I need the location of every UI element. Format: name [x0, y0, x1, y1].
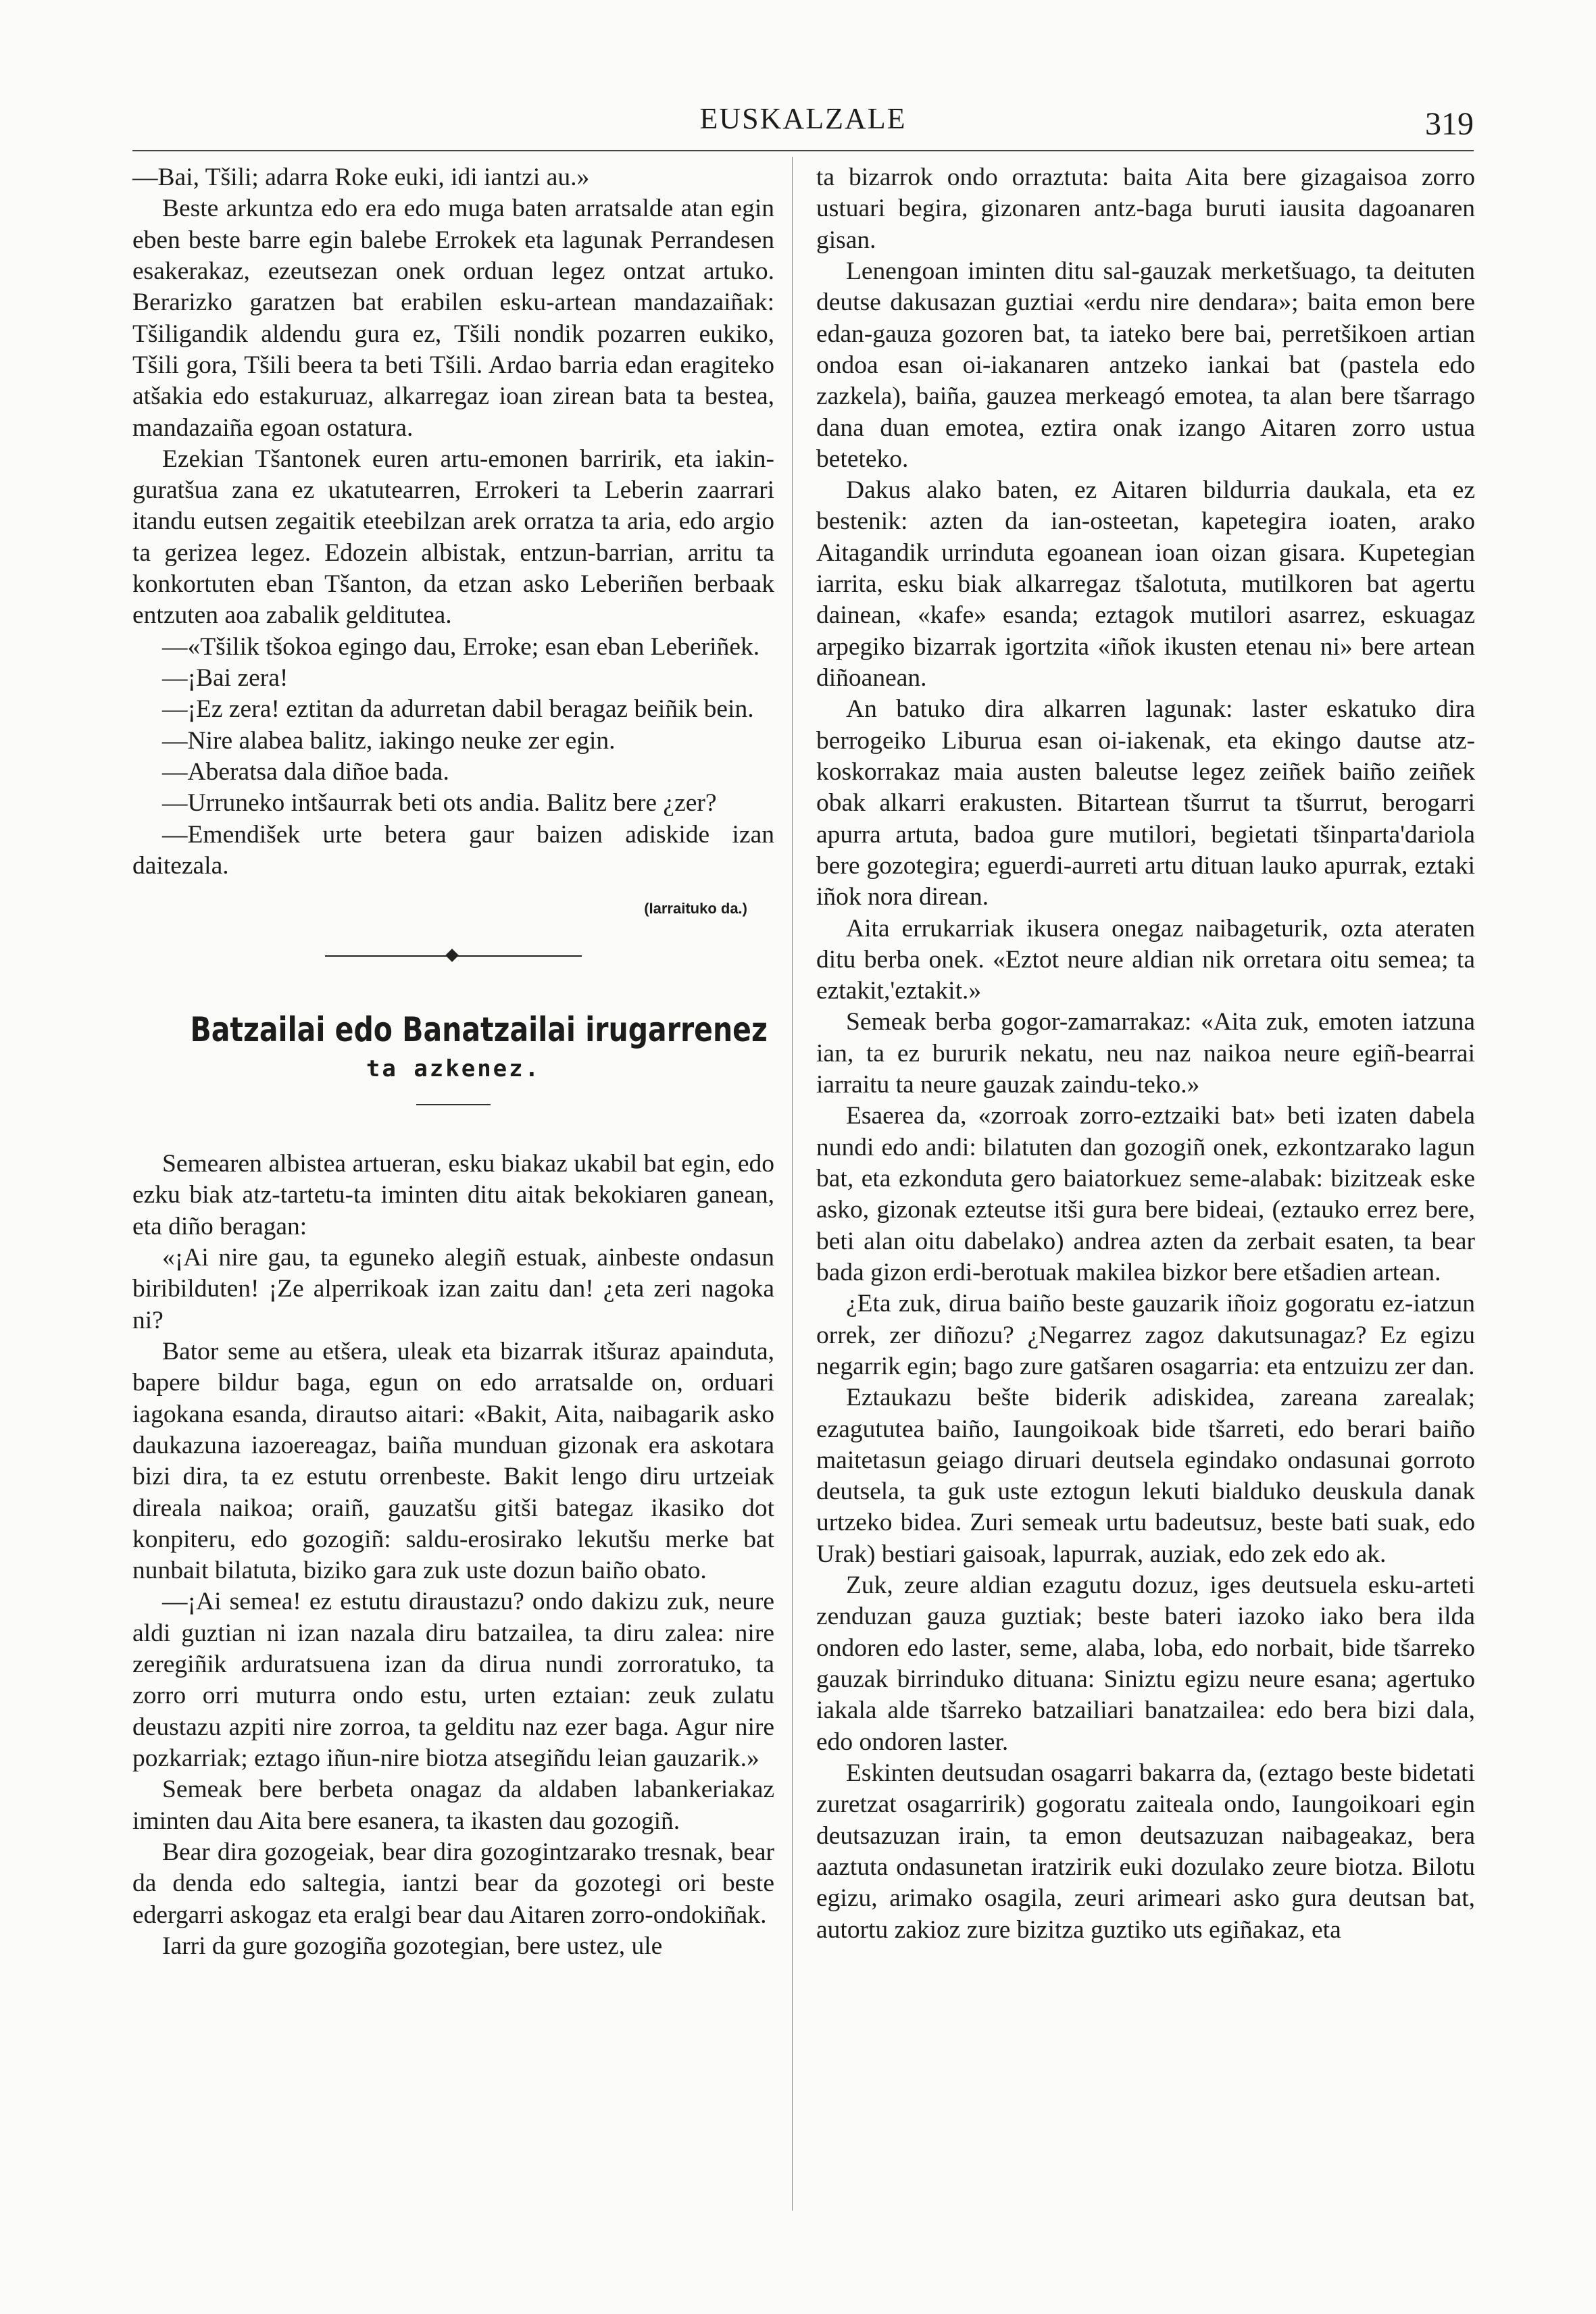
article-subtitle: ta azkenez.	[366, 1055, 541, 1083]
article-title: Batzailai edo Banatzailai irugarrenez	[190, 1010, 768, 1050]
paragraph: —Urruneko intšaurrak beti ots andia. Balitz bere ¿zer?	[162, 789, 717, 818]
paragraph: «¡Ai nire gau, ta eguneko alegiñ estuak, ainbeste ondasun biribilduten! ¡Ze alperrikoak izan zaitu dan! ¿eta zeri nagoka ni?	[132, 1244, 774, 1334]
paragraph: —«Tšilik tšokoa egingo dau, Erroke; esan eban Leberiñek.	[162, 632, 760, 661]
paragraph: Bator seme au etšera, uleak eta bizarrak itšuraz apainduta, bapere bildur baga, egun on edo arratsalde on, orduari iagokana esanda, dirautso aitari: «Bakit, Aita, naibagarik asko daukazuna iazoereagaz, baiña munduan gizonak era askotara bizi dira, ta ez estutu orrenbeste. Bakit lengo diru urtzeiak direala naikoa; oraiñ, gauzatšu gitši bategaz ikasiko dot konpiteru, edo gozogiñ: saldu-erosirako lekutšu merke bat nunbait bilatuta, biziko gara zuk uste dozun baiño obato.	[132, 1337, 774, 1585]
paragraph: Bear dira gozogeiak, bear dira gozogintzarako tresnak, bear da denda edo saltegia, iantzi bear da gozotegi ori beste edergarri askogaz eta eralgi bear dau Aitaren zorro-ondokiñak.	[132, 1838, 774, 1929]
paragraph: ta bizarrok ondo orraztuta: baita Aita bere gizagaisoa zorro ustuari begira, gizonaren antz-baga buruti iausita dagoanaren gisan.	[816, 164, 1475, 254]
paragraph: Beste arkuntza edo era edo muga baten arratsalde atan egin eben beste barre egin balebe Errokek eta lagunak Perrandesen esakerakaz, ezeutsezan onek orduan legez ontzat artuko. Berarizko garatzen bat erabilen esku-artean mandazaiñak: Tšiligandik aldendu gura ez, Tšili nondik pozarren eukiko, Tšili gora, Tšili beera ta beti Tšili. Ardao barria edan eragiteko atšakia edo estakuruaz, alkarregaz ioan zirean bata ta bestea, mandazaiña egoan ostatura.	[132, 195, 774, 442]
paragraph: —¡Bai zera!	[162, 664, 289, 692]
paragraph: Eztaukazu bešte biderik adiskidea, zareana zarealak; ezagututea baiño, Iaungoikoak bide tšarreti, edo berari baiño maitetasun geiago diruari deutsela egindako ondasunai gorroto deutsela, ta guk uste eztogun lekuti bialduko deuskula danak urtzeko bidea. Zuri semeak urtu badeutsuz, beste bati suak, edo Urak) bestiari gaisoak, lapurrak, auziak, edo zek edo ak.	[816, 1384, 1475, 1568]
paragraph: Semeak bere berbeta onagaz da aldaben labankeriakaz iminten dau Aita bere esanera, ta ikasten dau gozogiñ.	[132, 1776, 774, 1835]
page-header	[132, 101, 1474, 142]
paragraph: An batuko dira alkarren lagunak: laster eskatuko dira berrogeiko Liburua esan oi-iakenak, eta ekingo dautse atz-koskorrakaz maia austen baleutse legez zeiñek baiño zeiñek obak alkarri erakusten. Bitartean tšurrut ta tšurrut, berogarri apurra artuta, badoa gure mutilori, begietati tšinparta'dariola bere gozotegira; eguerdi-aurreti artu dituan lauko apurrak, eztaki iñok nora direan.	[816, 695, 1475, 911]
paragraph: Eskinten deutsudan osagarri bakarra da, (eztago beste bidetati zuretzat osagarririk) gogoratu zaiteala ondo, Iaungoikoari egin deutsazuzan irain, ta emon deutsazuzan naibageakaz, bera aaztuta ondasunetan iratzirik euki dozulako zeure biotza. Bilotu egizu, arimako osagila, zeuri arimeari asko gura deutsan bat, autortu zakioz zure bizitza guztiko uts egiñakaz, eta	[816, 1759, 1475, 1944]
paragraph: —¡Ai semea! ez estutu diraustazu? ondo dakizu zuk, neure aldi guztian ni izan nazala diru batzailea, ta diru zalea: nire zeregiñik arduratsuena izan da dirua nundi zorroratuko, ta zorro orri muturra ondo estu, urten eztaian: zeuk zulatu deustazu azpiti nire zorroa, ta gelditu naz ezer baga. Agur nire pozkarriak; eztago iñun-nire biotza atsegiñdu leian gauzarik.»	[132, 1588, 774, 1773]
header-rule	[132, 150, 1474, 151]
paragraph: Lenengoan iminten ditu sal-gauzak merketšuago, ta deituten deutse dakusazan guztiai «erdu nire dendara»; baita emon bere edan-gauza gozoren bat, ta iateko bere bai, perretšikoen artian ondoa esan oi-iakanaren antzeko iankai bat (pastela edo zazkela), baiña, gauzea merkeagó emotea, ta alan bere tšarrago dana duan emotea, eztira onak izango Aitaren zorro ustua beteteko.	[816, 257, 1475, 473]
paragraph: Esaerea da, «zorroak zorro-eztzaiki bat» beti izaten dabela nundi edo andi: bilatuten dan gozogiñ onek, ezkontzarako lagun bat, eta ezkonduta gero baiatorkuez seme-alabak: bizitzeak eske asko, gizonak ezteutse itši gura bere bideai, (eztauko errez bere, beti alan oitu dabelako) andrea azten da zerbait esaten, ta bear bada gizon erdi-berotuak makilea bizkor bere etšadien artean.	[816, 1102, 1475, 1286]
paragraph: —Emendišek urte betera gaur baizen adiskide izan daitezala.	[132, 820, 774, 880]
paragraph: —Bai, Tšili; adarra Roke euki, idi iantzi au.»	[132, 164, 590, 191]
paragraph: Dakus alako baten, ez Aitaren bildurria daukala, eta ez bestenik: azten da ian-osteetan, kapetegira ioaten, arako Aitagandik urrinduta egoanean ioan oizan gisara. Kupetegian iarrita, esku biak alkarregaz tšalotuta, mutilkoren bat agertu dainean, «kafe» esanda; eztagok mutilori asarrez, eskuagaz arpegiko bizarrak igortzita «iñok ikusten etenau ni» bere artean diñoanean.	[816, 476, 1475, 692]
right-column	[816, 162, 1475, 1946]
paragraph: Zuk, zeure aldian ezagutu dozuz, iges deutsuela esku-arteti zenduzan gauza guztiak; beste bateri iazoko iako bera ilda ondoren edo laster, seme, alaba, loba, edo norbait, bide tšarreko gauzak birrinduko dituana: Siniztu egizu neure esana; agertuko iakala alde tšarreko batzailiari banatzailea: edo bera bizi dala, edo ondoren laster.	[816, 1571, 1475, 1756]
section-ornament	[325, 950, 582, 962]
paragraph: ¿Eta zuk, dirua baiño beste gauzarik iñoiz gogoratu ez-iatzun orrek, zer diñozu? ¿Negarrez zagoz dakutsunagaz? Ez egizu negarrik egin; bago zure gatšaren osagarria: eta entzuizu zer dan.	[816, 1290, 1475, 1380]
paragraph: —Aberatsa dala diñoe bada.	[162, 757, 449, 786]
running-title: EUSKALZALE	[699, 102, 907, 135]
paragraph: Semeak berba gogor-zamarrakaz: «Aita zuk, emoten iatzuna ian, ta ez bururik nekatu, neu naz naikoa neure egiñ-bearrai iarraitu ta neure gauzak zaindu-teko.»	[816, 1008, 1475, 1099]
left-column	[132, 162, 774, 1962]
paragraph: —¡Ez zera! eztitan da adurretan dabil beragaz beiñik bein.	[162, 695, 754, 724]
paragraph: Ezekian Tšantonek euren artu-emonen barririk, eta iakin-guratšua zana ez ukatutearren, Errokeri ta Leberin zaarrari itandu eutsen zegaitik eteebilzan arek orratza ta aria, edo argio ta gerizea legez. Edozein albistak, entzun-barrian, arritu ta konkortuten eban Tšanton, da etzan asko Leberiñen berbaak entzuten aoa zabalik gelditutea.	[132, 445, 774, 630]
paragraph: —Nire alabea balitz, iakingo neuke zer egin.	[162, 726, 616, 755]
page-number: 319	[1425, 106, 1474, 142]
paragraph: Iarri da gure gozogiña gozotegian, bere ustez, ule	[162, 1932, 663, 1960]
title-rule	[416, 1104, 491, 1105]
column-divider	[792, 157, 793, 2211]
paragraph: Aita errukarriak ikusera onegaz naibageturik, ozta ateraten ditu berba onek. «Eztot neure aldian nik orretara oitu semea; ta eztakit,'eztakit.»	[816, 914, 1475, 1005]
continuation-note: (Iarraituko da.)	[644, 900, 747, 917]
paragraph: Semearen albistea artueran, esku biakaz ukabil bat egin, edo ezku biak atz-tartetu-ta iminten ditu aitak bekokiaren ganean, eta diño beragan:	[132, 1150, 774, 1240]
